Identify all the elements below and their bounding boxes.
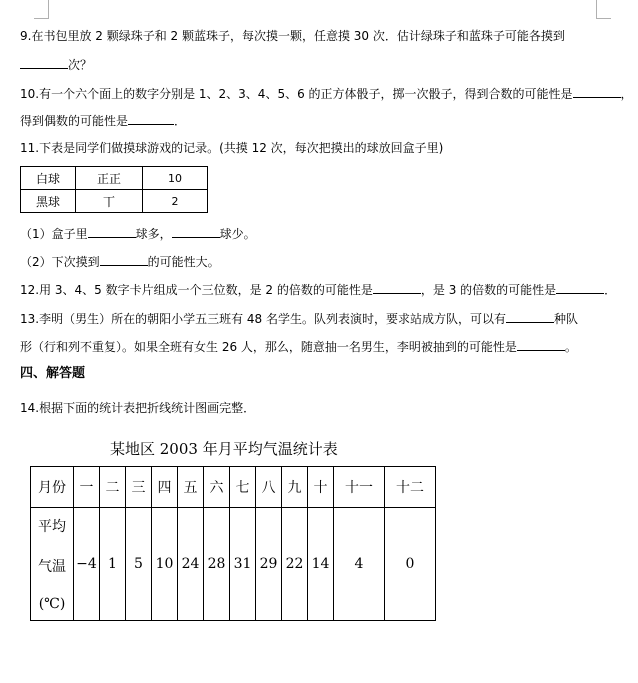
table-cell-value: 10	[168, 172, 182, 185]
month-cell: 三	[126, 467, 152, 508]
answer-blank[interactable]	[88, 225, 136, 238]
month-cell: 五	[178, 467, 204, 508]
month-cell: 十一	[334, 467, 385, 508]
month-cell: 七	[230, 467, 256, 508]
question-11-sub-1-prefix: （1）盒子里	[20, 227, 88, 241]
temperature-cell: 31	[230, 508, 256, 621]
month-cell: 四	[152, 467, 178, 508]
question-13-line-2	[20, 338, 577, 355]
temperature-cell: 24	[178, 508, 204, 621]
temperature-cell: 22	[282, 508, 308, 621]
temperature-label	[31, 508, 74, 621]
table-cell: 黑球	[21, 190, 76, 213]
temperature-cell: 0	[385, 508, 436, 621]
temperature-cell: −4	[74, 508, 100, 621]
answer-blank[interactable]	[506, 310, 554, 323]
table-cell: 正正	[76, 167, 143, 190]
temperature-table	[30, 466, 436, 621]
question-9-suffix: 次？	[68, 58, 93, 72]
month-cell: 十	[308, 467, 334, 508]
page-corner-mark-left	[34, 0, 49, 19]
month-label: 月份	[31, 467, 74, 508]
question-13-line-1	[20, 310, 578, 327]
month-cell: 九	[282, 467, 308, 508]
answer-blank[interactable]	[573, 85, 621, 98]
table-cell: 白球	[21, 167, 76, 190]
answer-blank[interactable]	[556, 281, 604, 294]
question-9-line-2	[20, 56, 92, 73]
question-10-punct: ，	[620, 87, 633, 101]
ball-record-table	[20, 166, 208, 213]
answer-blank[interactable]	[20, 56, 68, 69]
question-11-sub-1-mid: 球多，	[135, 227, 172, 241]
question-13-line-1-end: 种队	[554, 312, 579, 326]
month-cell: 一	[74, 467, 100, 508]
question-11-sub-2	[20, 253, 220, 270]
question-10-end: ．	[174, 114, 187, 128]
table-cell	[143, 167, 208, 190]
answer-blank[interactable]	[172, 225, 220, 238]
question-13-text-2: 形（行和列不重复）。如果全班有女生 26 人，那么，随意抽一名男生，李明被抽到的可能性是	[20, 340, 517, 354]
question-12-prefix: 12.用 3、4、5 数字卡片组成一个三位数，是 2 的倍数的可能性是	[20, 283, 373, 297]
question-12	[20, 281, 616, 298]
answer-blank[interactable]	[128, 112, 174, 125]
temperature-cell: 5	[126, 508, 152, 621]
temperature-row	[31, 508, 436, 621]
temperature-label-line: 平均	[38, 519, 66, 535]
question-13-end: 。	[564, 340, 577, 354]
question-10-line-2	[20, 112, 186, 129]
temperature-label-unit: (℃)	[38, 596, 66, 612]
month-cell: 八	[256, 467, 282, 508]
month-cell: 六	[204, 467, 230, 508]
question-10-text-2: 得到偶数的可能性是	[20, 114, 129, 128]
answer-blank[interactable]	[517, 338, 565, 351]
question-10-line-1	[20, 85, 633, 102]
question-11-sub-2-prefix: （2）下次摸到	[20, 255, 100, 269]
question-14-text: 14.根据下面的统计表把折线统计图画完整．	[20, 401, 256, 415]
answer-blank[interactable]	[100, 253, 148, 266]
question-12-mid: ，是 3 的倍数的可能性是	[420, 283, 557, 297]
month-row	[31, 467, 436, 508]
table-cell-value: 2	[171, 195, 179, 208]
temperature-label-line: 气温	[38, 559, 66, 575]
question-10-text: 10.有一个六个面上的数字分别是 1、2、3、4、5、6 的正方体骰子，掷一次骰子，得到合数的可能性是	[20, 87, 573, 101]
answer-blank[interactable]	[373, 281, 421, 294]
table-row	[21, 190, 208, 213]
temperature-cell: 29	[256, 508, 282, 621]
temperature-table-title: 某地区 2003 年月平均气温统计表	[110, 440, 338, 458]
temperature-cell: 4	[334, 508, 385, 621]
temperature-cell: 1	[100, 508, 126, 621]
temperature-cell: 10	[152, 508, 178, 621]
month-cell: 二	[100, 467, 126, 508]
question-12-end: ．	[604, 283, 617, 297]
table-row	[21, 167, 208, 190]
question-11-sub-2-end: 的可能性大。	[147, 255, 220, 269]
question-9-line-1: 9.在书包里放 2 颗绿珠子和 2 颗蓝珠子，每次摸一颗，任意摸 30 次．估计绿珠子和蓝珠子可能各摸到	[20, 29, 565, 43]
temperature-cell: 14	[308, 508, 334, 621]
table-cell: 丅	[76, 190, 143, 213]
question-13-prefix: 13.李明（男生）所在的朝阳小学五三班有 48 名学生。队列表演时，要求站成方队，可以有	[20, 312, 506, 326]
section-title: 四、解答题	[20, 366, 86, 381]
table-cell	[143, 190, 208, 213]
question-11-title: 11.下表是同学们做摸球游戏的记录。(共摸 12 次，每次把摸出的球放回盒子里)	[20, 141, 444, 155]
page-corner-mark-right	[596, 0, 611, 19]
month-cell: 十二	[385, 467, 436, 508]
question-11-sub-1	[20, 225, 256, 242]
temperature-cell: 28	[204, 508, 230, 621]
question-11-sub-1-end: 球少。	[219, 227, 256, 241]
